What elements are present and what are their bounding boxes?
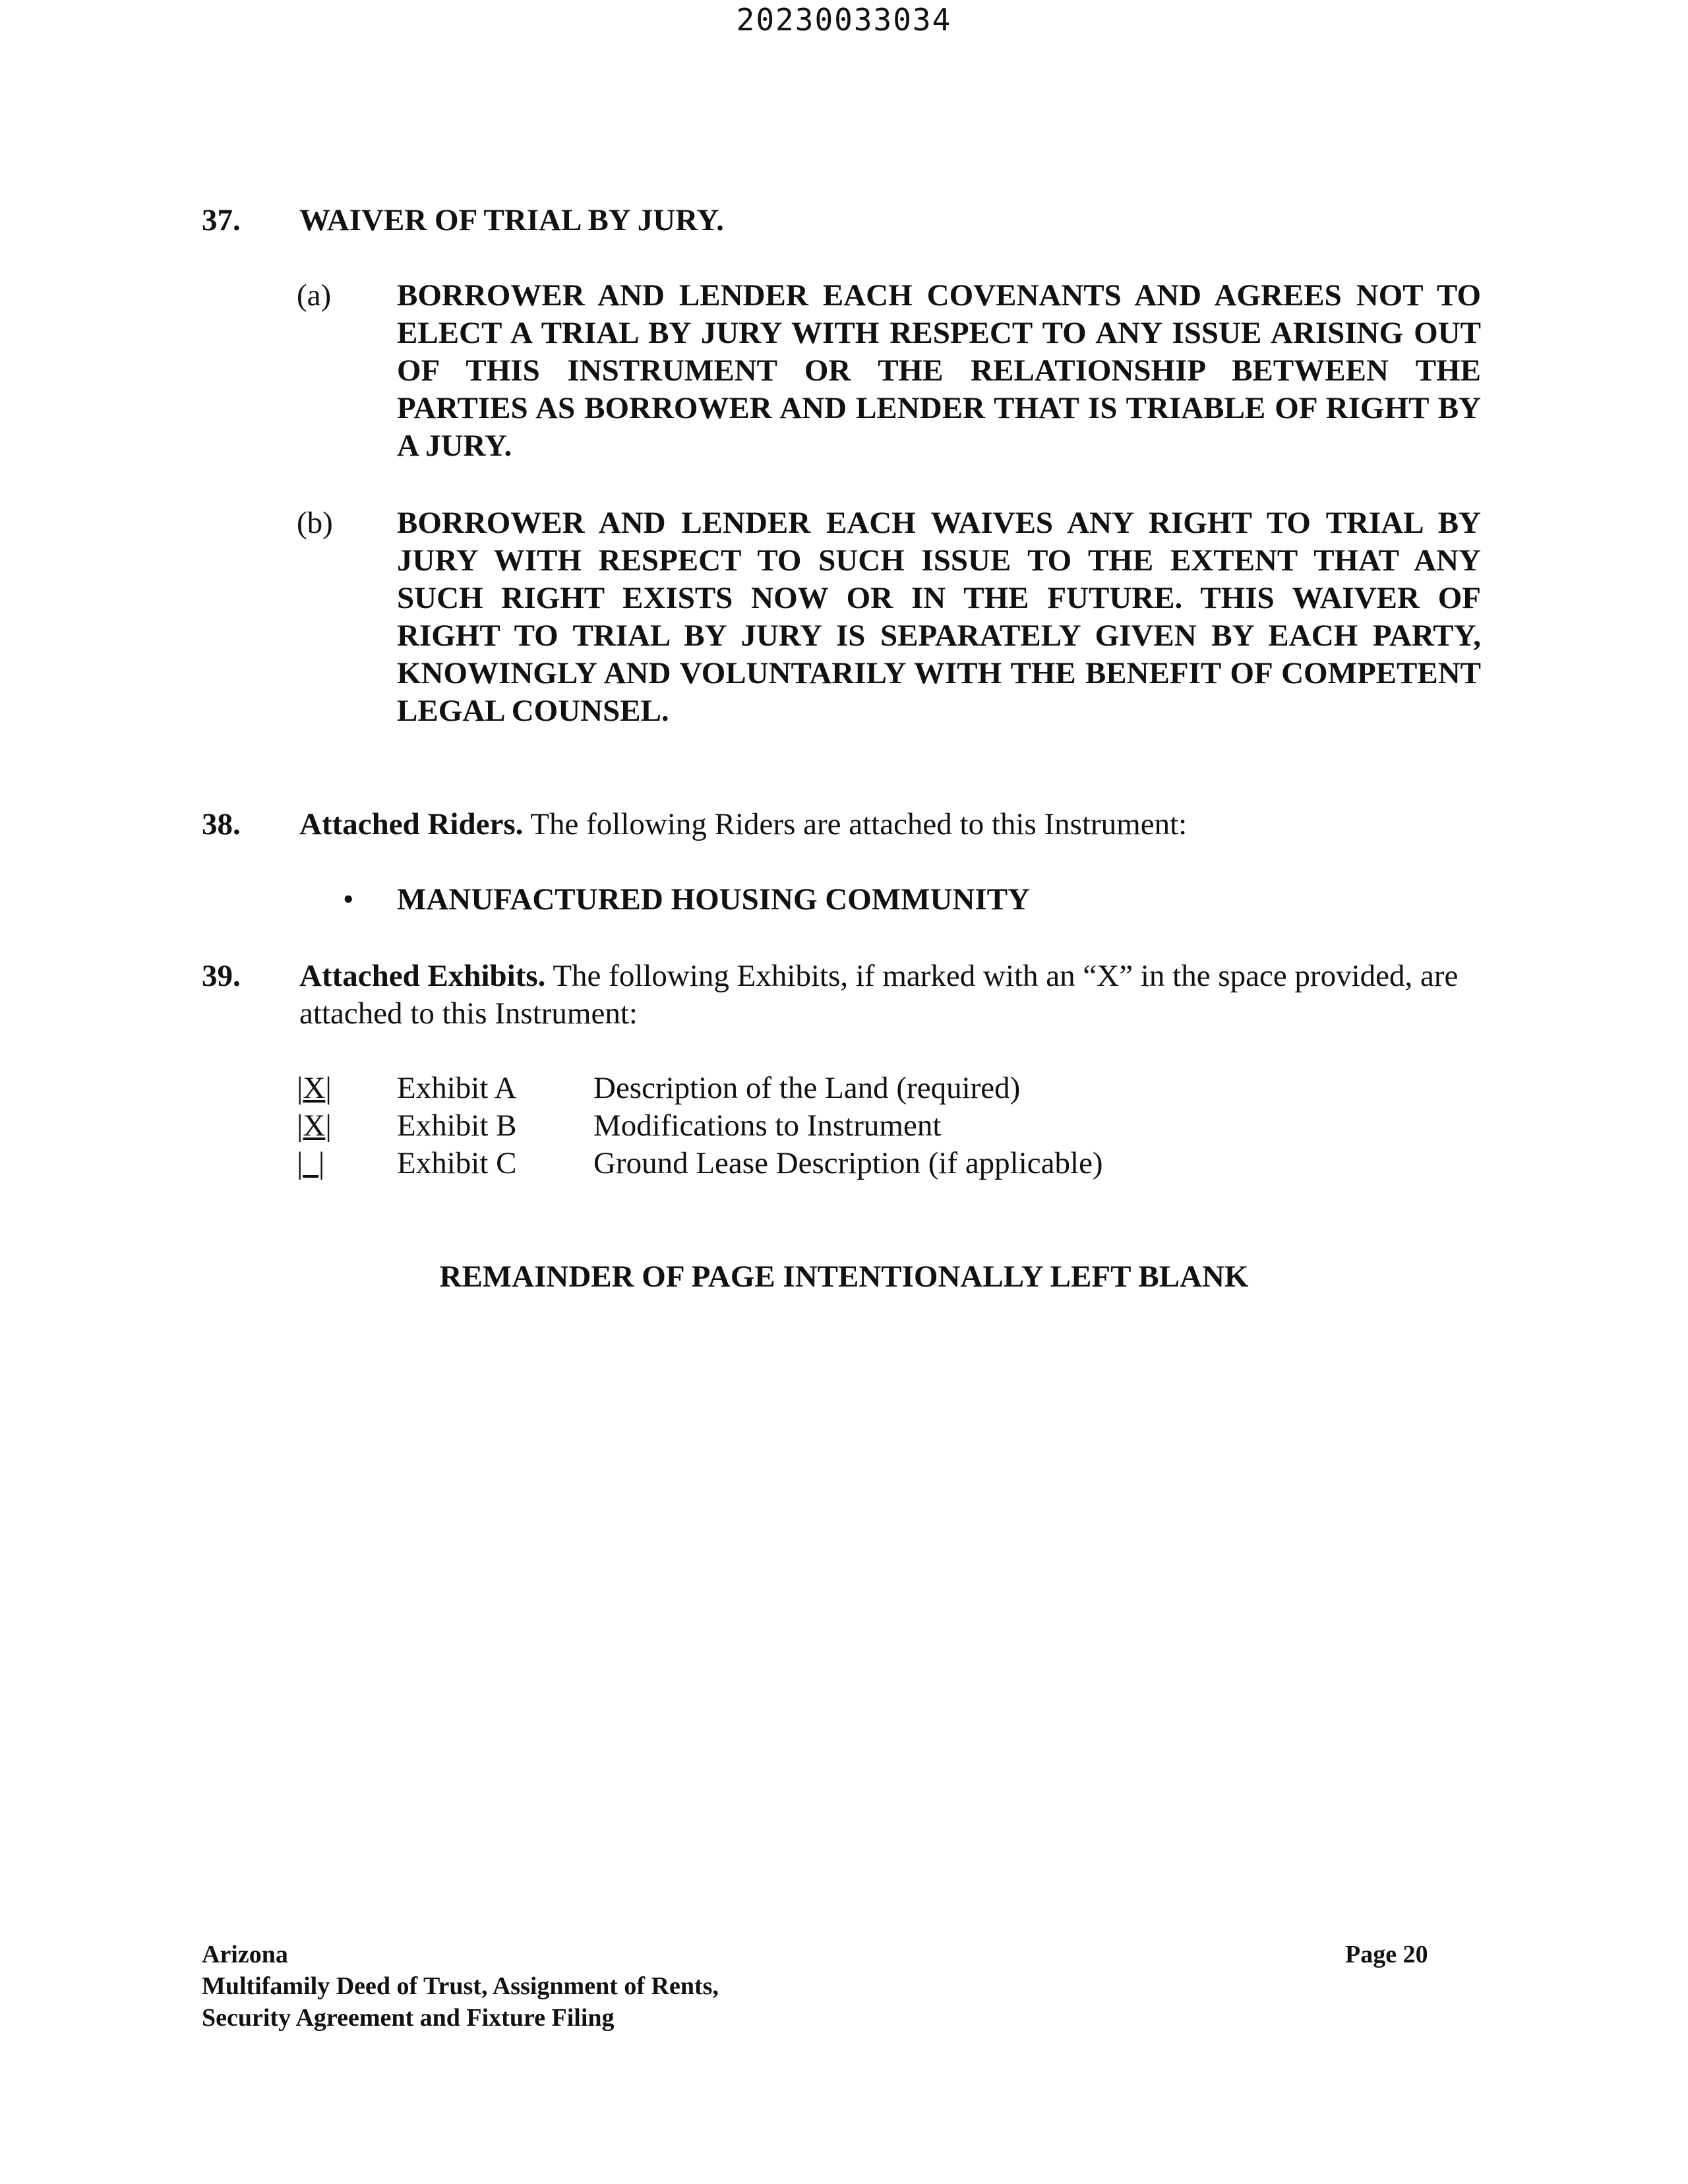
section-number: 38. [202, 807, 241, 841]
section-number: 37. [202, 203, 241, 237]
section-heading: Attached Riders. [299, 807, 524, 841]
page-number: Page 20 [1345, 1941, 1428, 1968]
exhibit-checkbox: |X| [297, 1108, 332, 1143]
item-text: BORROWER AND LENDER EACH WAIVES ANY RIGHT TO TRIAL BY JURY WITH RESPECT TO SUCH ISSUE TO THE EXTENT THAT ANY SUCH RIGHT EXISTS NOW OR IN THE FUTURE. THIS WAIVER OF RIGHT TO TRIAL BY JURY IS SEPARATELY GIVEN BY EACH PARTY, KNOWINGLY AND VOLUNTARILY WITH THE BENEFIT OF COMPETENT LEGAL COUNSEL. [397, 506, 1481, 728]
exhibit-description: Modifications to Instrument [593, 1108, 942, 1143]
exhibit-name: Exhibit C [397, 1146, 517, 1180]
exhibit-description: Description of the Land (required) [593, 1071, 1021, 1105]
exhibit-row [297, 1070, 1484, 1107]
exhibit-description: Ground Lease Description (if applicable) [593, 1146, 1103, 1180]
exhibit-row [297, 1145, 1484, 1182]
bullet-icon: • [343, 882, 354, 917]
exhibit-row [297, 1107, 1484, 1145]
rider-name: MANUFACTURED HOUSING COMMUNITY [397, 882, 1030, 917]
exhibit-mark: _ [303, 1146, 318, 1180]
item-label: (b) [297, 506, 333, 540]
footer-document-info [202, 1939, 719, 2034]
footer-state: Arizona [202, 1941, 288, 1968]
item-text: BORROWER AND LENDER EACH COVENANTS AND AGREES NOT TO ELECT A TRIAL BY JURY WITH RESPECT TO ANY ISSUE ARISING OUT OF THIS INSTRUMENT OR THE RELATIONSHIP BETWEEN THE PARTIES AS BORROWER AND LENDER THAT IS TRIABLE OF RIGHT BY A JURY. [397, 278, 1481, 463]
exhibit-mark: X [303, 1071, 326, 1105]
document-number: 20230033034 [736, 2, 952, 38]
section-title: WAIVER OF TRIAL BY JURY. [299, 203, 724, 237]
exhibit-mark: X [303, 1108, 326, 1143]
footer-title-line-2: Security Agreement and Fixture Filing [202, 2004, 615, 2032]
section-text: The following Riders are attached to this Instrument: [530, 807, 1188, 841]
footer-title-line-1: Multifamily Deed of Trust, Assignment of Rents, [202, 1972, 719, 2000]
item-label: (a) [297, 278, 332, 313]
section-body [299, 957, 1486, 1033]
section-heading: Attached Exhibits. [299, 959, 546, 993]
section-body [299, 806, 1486, 843]
exhibit-name: Exhibit A [397, 1071, 517, 1105]
exhibit-checkbox: |X| [297, 1071, 332, 1105]
exhibit-name: Exhibit B [397, 1108, 517, 1143]
remainder-notice: REMAINDER OF PAGE INTENTIONALLY LEFT BLANK [439, 1259, 1249, 1294]
section-number: 39. [202, 959, 241, 993]
section-text: The following Exhibits, if marked with an “X” in the space provided, are attached to this Instrument: [299, 959, 1459, 1031]
exhibit-checkbox: |_| [297, 1146, 325, 1180]
